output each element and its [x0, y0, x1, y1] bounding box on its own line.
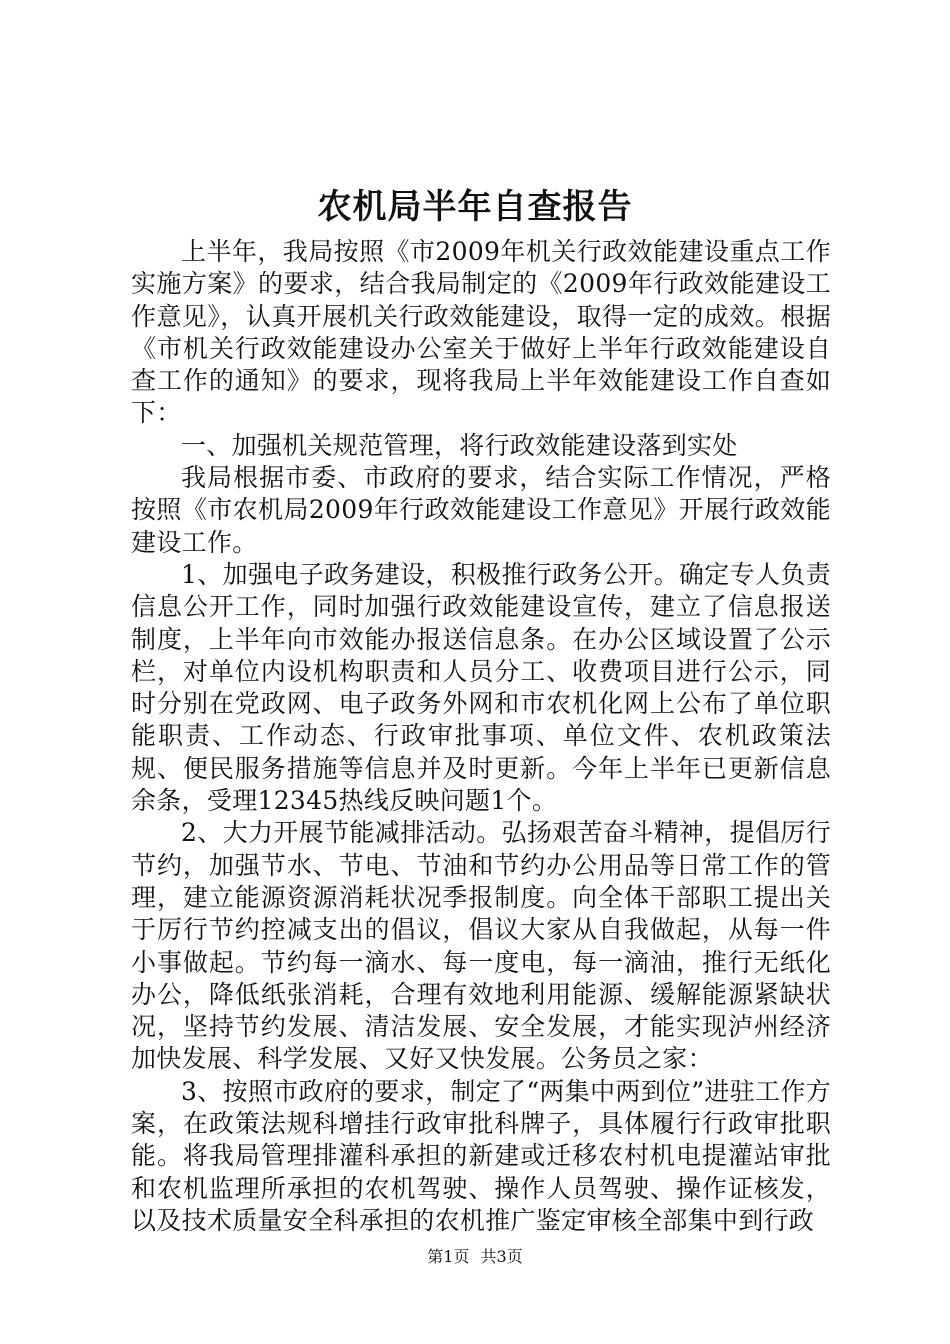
document-body — [131, 236, 831, 1237]
paragraph-section-1: 我局根据市委、市政府的要求，结合实际工作情况，严格按照《市农机局2009年行政效能建设工作意见》开展行政效能建设工作。 — [131, 463, 831, 557]
paragraph-item-2: 2、大力开展节能减排活动。弘扬艰苦奋斗精神，提倡厉行节约，加强节水、节电、节油和节约办公用品等日常工作的管理，建立能源资源消耗状况季报制度。向全体干部职工提出关于厉行节约控减支出的倡议，倡议大家从自我做起，从每一件小事做起。节约每一滴水、每一度电，每一滴油，推行无纸化办公，降低纸张消耗，合理有效地利用能源、缓解能源紧缺状况，坚持节约发展、清洁发展、安全发展，才能实现泸州经济加快发展、科学发展、又好又快发展。公务员之家： — [131, 818, 831, 1074]
page-footer — [0, 1246, 950, 1268]
page-total: 共3页 — [480, 1247, 523, 1266]
paragraph-item-3: 3、按照市政府的要求，制定了“两集中两到位”进驻工作方案，在政策法规科增挂行政审批科牌子，具体履行行政审批职能。将我局管理排灌科承担的新建或迁移农村机电提灌站审批和农机监理所承担的农机驾驶、操作人员驾驶、操作证核发，以及技术质量安全科承担的农机推广鉴定审核全部集中到行政 — [131, 1076, 831, 1235]
page-number: 第1页 — [427, 1247, 470, 1266]
paragraph-intro: 上半年，我局按照《市2009年机关行政效能建设重点工作实施方案》的要求，结合我局制定的《2009年行政效能建设工作意见》，认真开展机关行政效能建设，取得一定的成效。根据《市机关行政效能建设办公室关于做好上半年行政效能建设自查工作的通知》的要求，现将我局上半年效能建设工作自查如下： — [131, 237, 831, 428]
paragraph-item-1: 1、加强电子政务建设，积极推行政务公开。确定专人负责信息公开工作，同时加强行政效能建设宣传，建立了信息报送制度，上半年向市效能办报送信息条。在办公区域设置了公示栏，对单位内设机构职责和人员分工、收费项目进行公示，同时分别在党政网、电子政务外网和市农机化网上公布了单位职能职责、工作动态、行政审批事项、单位文件、农机政策法规、便民服务措施等信息并及时更新。今年上半年已更新信息余条，受理12345热线反映问题1个。 — [131, 559, 831, 816]
section-heading-1: 一、加强机关规范管理，将行政效能建设落到实处 — [181, 430, 738, 460]
document-title: 农机局半年自查报告 — [317, 187, 633, 227]
